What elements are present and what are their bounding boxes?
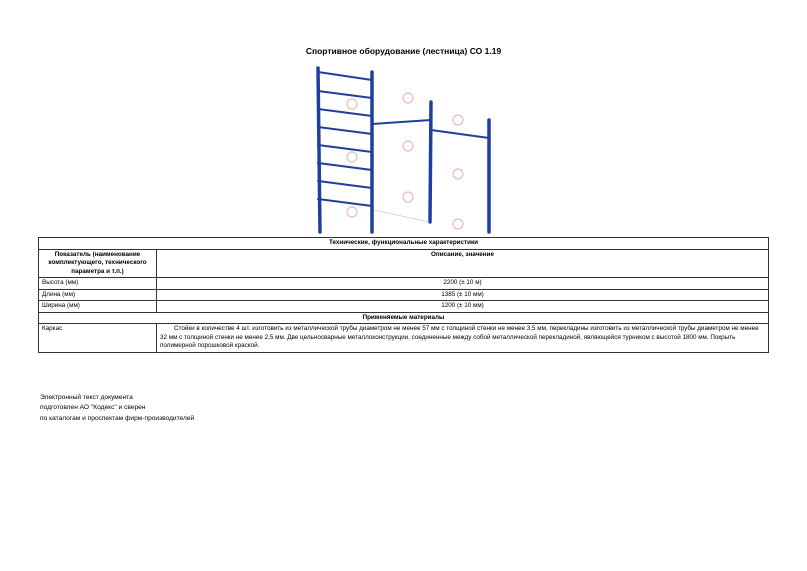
document-title: Спортивное оборудование (лестница) СО 1.19 xyxy=(305,46,502,56)
section-title: Применяемые материалы xyxy=(39,312,769,324)
table-header-row xyxy=(39,249,769,278)
section-row xyxy=(39,312,769,324)
row-value: 2200 (± 10 м) xyxy=(157,278,769,290)
footer-line: Электронный текст документа xyxy=(40,394,133,401)
watermark-logos xyxy=(347,93,463,229)
table-row xyxy=(39,301,769,313)
row-value: 1385 (± 10 мм) xyxy=(157,289,769,301)
row-parameter: Высота (мм) xyxy=(39,278,157,290)
section-title: Технические, функциональные характеристики xyxy=(39,238,769,250)
ladder-equipment-illustration xyxy=(300,62,510,238)
row-parameter: Ширина (мм) xyxy=(39,301,157,313)
table-row xyxy=(39,278,769,290)
row-value: Стойки в количестве 4 шт. изготовить из металлической трубы диаметром не менее 57 мм с толщиной стенки не менее 3,5 мм, перекладины изготовить из металлической трубы диаметром не менее 32 мм с толщиной стенки не менее 2,5 мм. Две цельносварные металлоконструкции, соединенные между собой металлической перекладиной, являющейся турником с высотой 1800 мм. Покрыть полимерной порошковой краской. xyxy=(157,324,769,353)
row-value: 1200 (± 10 мм) xyxy=(157,301,769,313)
footer-line: по каталогам и проспектам фирм-производителей xyxy=(40,414,195,422)
document-footer xyxy=(40,393,194,424)
table-row xyxy=(39,324,769,353)
column-header-parameter: Показатель (наименование комплектующего, технического параметра и т.п.) xyxy=(39,249,157,278)
specification-table xyxy=(38,237,769,353)
row-parameter: Каркас xyxy=(39,324,157,353)
row-parameter: Длина (мм) xyxy=(39,289,157,301)
section-row xyxy=(39,238,769,250)
table-row xyxy=(39,289,769,301)
column-header-value: Описание, значение xyxy=(157,249,769,278)
footer-line: подготовлен АО "Кодекс" и сверен xyxy=(40,404,146,412)
